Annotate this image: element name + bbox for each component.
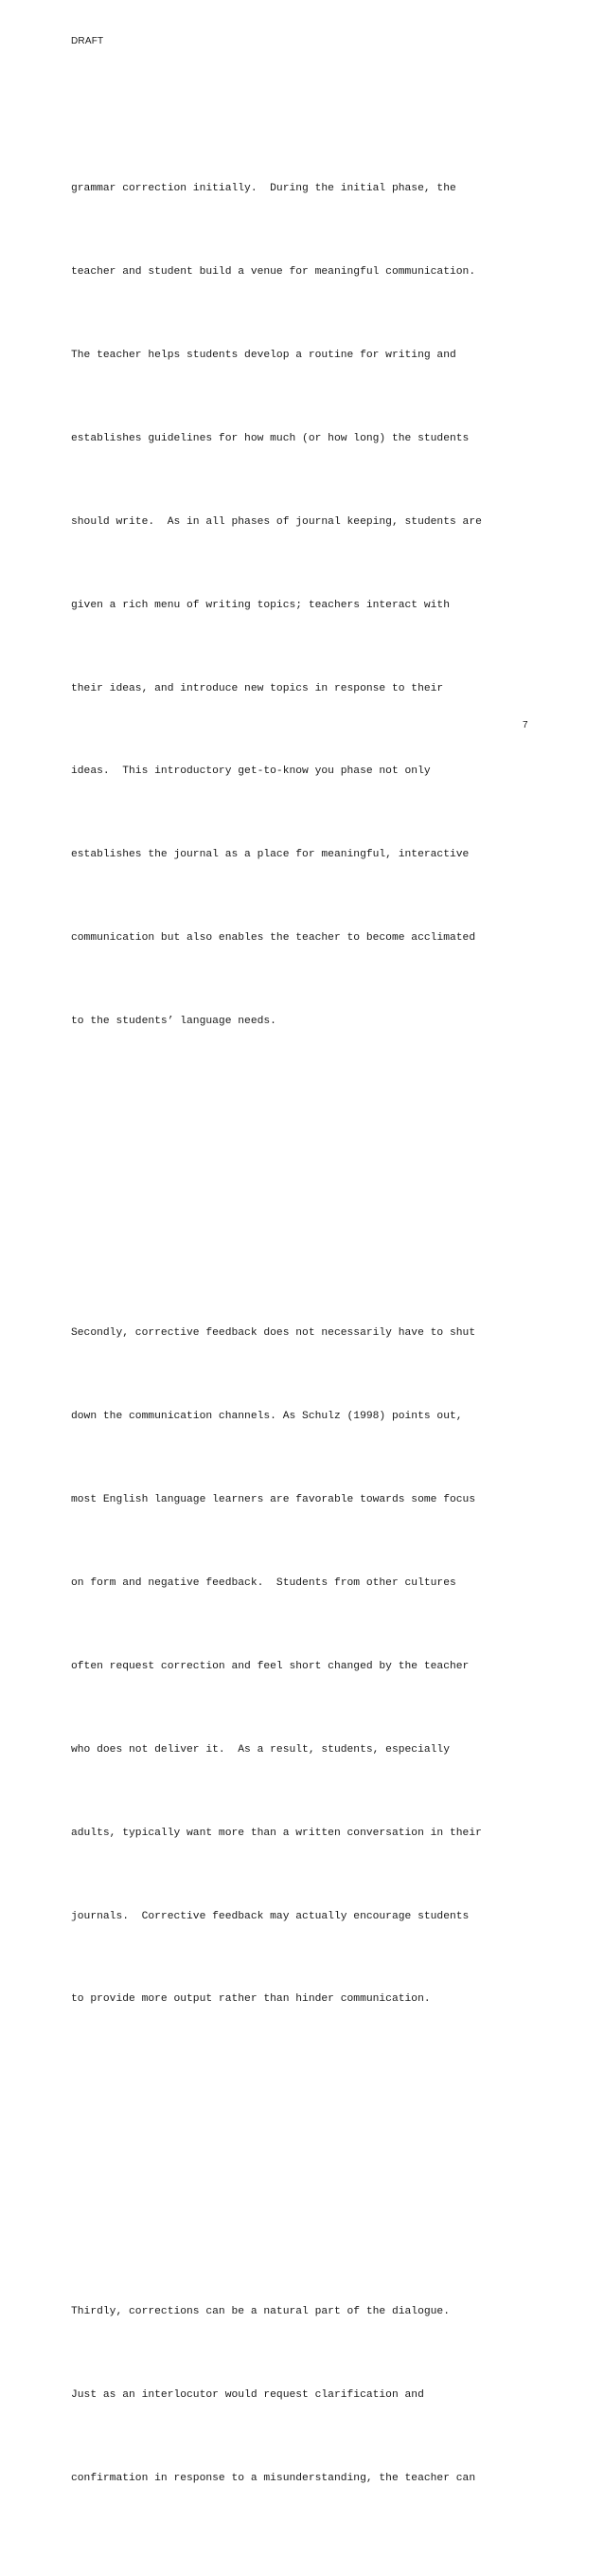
paragraph-line: establishes guidelines for how much (or how long) the students: [71, 432, 470, 444]
paragraph-line: their ideas, and introduce new topics in response to their: [71, 682, 444, 694]
paragraph-3: [71, 2243, 535, 2548]
paragraph-line: The teacher helps students develop a routine for writing and: [71, 349, 456, 361]
paragraph-line: often request correction and feel short changed by the teacher: [71, 1660, 470, 1672]
paragraph-2: [71, 1265, 535, 2070]
paragraph-line: teacher and student build a venue for meaningful communication.: [71, 266, 476, 279]
paragraph-line: establishes the journal as a place for meaningful, interactive: [71, 849, 470, 861]
paragraph-line: who does not deliver it. As a result, students, especially: [71, 1743, 450, 1756]
paragraph-line: Secondly, corrective feedback does not necessarily have to shut: [71, 1327, 476, 1340]
paragraph-line: grammar correction initially. During the initial phase, the: [71, 183, 456, 195]
paragraph-line: most English language learners are favorable towards some focus: [71, 1494, 476, 1506]
paragraph-line: on form and negative feedback. Students from other cultures: [71, 1577, 456, 1590]
paragraph-line: confirmation in response to a misunderstanding, the teacher can: [71, 2472, 476, 2484]
paragraph-line: Just as an interlocutor would request clarification and: [71, 2388, 424, 2401]
document-header: [71, 36, 103, 46]
page-number: 7: [523, 720, 528, 730]
paragraph-line: ideas. This introductory get-to-know you phase not only: [71, 766, 431, 778]
paragraph-line: given a rich menu of writing topics; teachers interact with: [71, 599, 450, 611]
paragraph-gap: [71, 2153, 535, 2159]
paragraph-line: adults, typically want more than a written conversation in their: [71, 1827, 482, 1839]
draft-label: DRAFT: [71, 36, 104, 46]
paragraph-line: communication but also enables the teacher to become acclimated: [71, 932, 476, 945]
paragraph-line: down the communication channels. As Schulz (1998) points out,: [71, 1411, 463, 1423]
paragraph-line: to provide more output rather than hinder communication.: [71, 1993, 431, 2006]
paragraph-gap: [71, 1175, 535, 1181]
paragraph-line: journals. Corrective feedback may actually encourage students: [71, 1910, 470, 1922]
paragraph-line: Thirdly, corrections can be a natural part of the dialogue.: [71, 2305, 450, 2317]
paragraph-1: [71, 120, 535, 1091]
document-body: [71, 64, 535, 2576]
paragraph-line: to the students’ language needs.: [71, 1016, 276, 1028]
paragraph-line: should write. As in all phases of journal keeping, students are: [71, 515, 482, 528]
